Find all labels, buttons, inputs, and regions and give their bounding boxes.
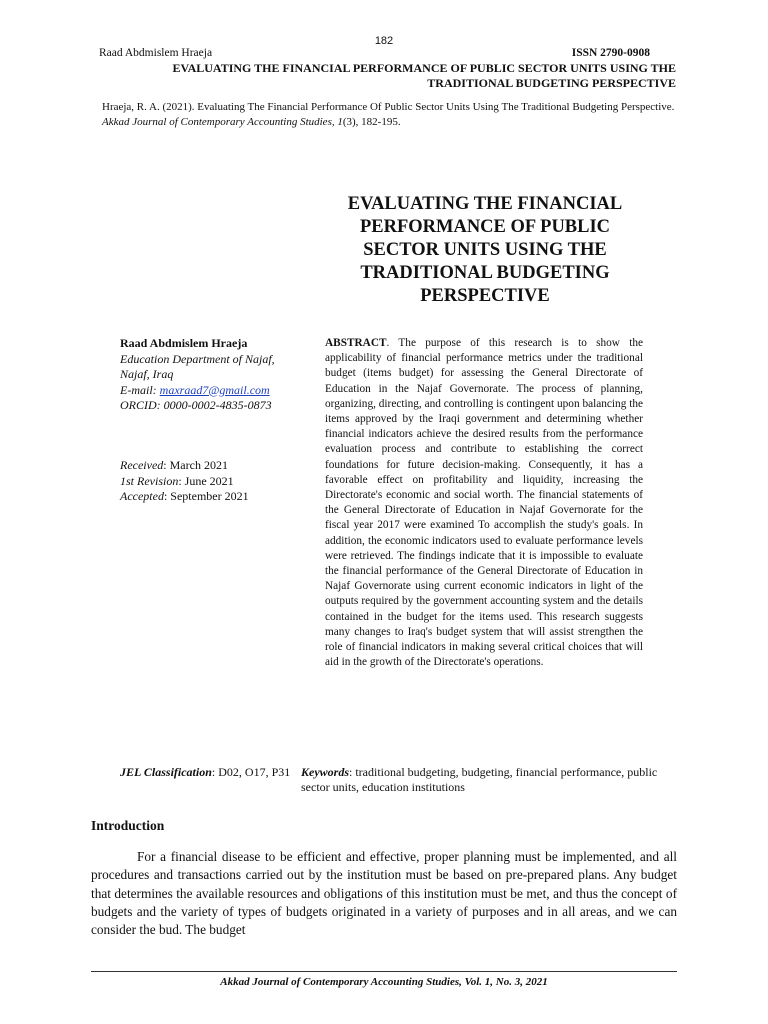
email-link[interactable]: maxraad7@gmail.com bbox=[159, 382, 270, 397]
jel-value: : D02, O17, P31 bbox=[211, 765, 291, 779]
title-line1: EVALUATING THE FINANCIAL bbox=[347, 194, 623, 214]
abstract-label: ABSTRACT bbox=[325, 337, 387, 349]
author-info bbox=[120, 336, 310, 414]
running-header-author: Raad Abdmislem Hraeja bbox=[99, 47, 213, 59]
author-orcid: ORCID: 0000-0002-4835-0873 bbox=[120, 398, 272, 412]
received-date bbox=[120, 458, 310, 474]
title-line3: SECTOR UNITS USING THE bbox=[363, 240, 607, 260]
author-email-row bbox=[120, 383, 310, 399]
running-header-title-line1: EVALUATING THE FINANCIAL PERFORMANCE OF PUBLIC SECTOR UNITS USING THE bbox=[172, 61, 676, 75]
author-affiliation-line1: Education Department of Najaf, bbox=[120, 351, 275, 366]
running-header-title-line2: TRADITIONAL BUDGETING PERSPECTIVE bbox=[427, 76, 676, 90]
page-number: 182 bbox=[374, 35, 394, 47]
revision-value: : June 2021 bbox=[178, 473, 234, 488]
introduction-paragraph: For a financial disease to be efficient and effective, proper planning must be implemented, and all procedures and transactions carried out by the institution must be based on pre-prepared plans. Any budget that determines the available resources and obligations of this institution must be met, and thus the concept of budgets and the variety of types of budgets originated in a variety of purposes and in all areas, and we can consider the bud. The budget bbox=[91, 849, 677, 938]
author-affiliation-line2: Najaf, Iraq bbox=[120, 367, 174, 381]
revision-label: 1st Revision bbox=[120, 473, 179, 488]
email-label: E-mail: bbox=[120, 382, 160, 397]
author-name: Raad Abdmislem Hraeja bbox=[120, 336, 248, 350]
jel-label: JEL Classification bbox=[120, 765, 212, 779]
keywords-value: : traditional budgeting, budgeting, financial performance, public sector units, education institutions bbox=[301, 765, 658, 794]
accepted-value: : September 2021 bbox=[163, 489, 249, 503]
keywords bbox=[301, 765, 681, 795]
footer-divider bbox=[91, 971, 677, 972]
jel-classification bbox=[120, 765, 292, 780]
title-line5: PERSPECTIVE bbox=[420, 286, 550, 306]
citation-text: Hraeja, R. A. (2021). Evaluating The Financial Performance Of Public Sector Units Using The Traditional Budgeting Perspective. bbox=[102, 101, 675, 113]
accepted-label: Accepted bbox=[120, 489, 164, 503]
journal-footer: Akkad Journal of Contemporary Accounting Studies, Vol. 1, No. 3, 2021 bbox=[220, 976, 548, 988]
received-label: Received bbox=[120, 458, 164, 472]
article-title bbox=[310, 193, 660, 308]
received-value: : March 2021 bbox=[163, 458, 228, 472]
article-dates bbox=[120, 458, 310, 505]
running-header-title bbox=[96, 61, 676, 91]
abstract bbox=[325, 336, 643, 670]
citation-journal: Akkad Journal of Contemporary Accounting Studies, 1 bbox=[102, 116, 343, 128]
accepted-date bbox=[120, 489, 310, 505]
citation bbox=[102, 100, 702, 130]
introduction-heading: Introduction bbox=[91, 818, 165, 833]
title-line4: TRADITIONAL BUDGETING bbox=[360, 263, 610, 283]
revision-date bbox=[120, 474, 310, 490]
abstract-text: . The purpose of this research is to show the applicability of financial performance metrics under the traditional budget (items budget) for assessing the General Directorate of Education in the Najaf Governorate. The process of planning, organizing, directing, and controlling is contingent upon balancing the items approved by the Iraqi government and determining whether financial indicators achieve the desired results from the performance evaluation process and contribute to establishing the correct foundations for future decision-making. Consequently, it has a favorable effect on profitability and liquidity, increasing the Directorate's economic and social worth. The financial statements of the General Directorate of Education in Najaf Governorate for the fiscal year 2017 were examined To accomplish the study's goals. In addition, the economic indicators used to evaluate performance levels were retrieved. The findings indicate that it is impossible to evaluate the financial performance of the General Directorate of Education in Najaf Governorate using current economic indicators in light of the outputs required by the government accounting system and the details contained in the budget for the items used. This research suggests many changes to Iraq's budget system that will assist strengthen the role of financial indicators in making several critical choices that will aid in the growth of the Directorate's operations. bbox=[325, 337, 643, 669]
keywords-label: Keywords bbox=[301, 765, 349, 779]
title-line2: PERFORMANCE OF PUBLIC bbox=[359, 217, 611, 237]
citation-issue: (3), 182-195. bbox=[342, 116, 401, 128]
running-header-issn: ISSN 2790-0908 bbox=[571, 47, 650, 59]
